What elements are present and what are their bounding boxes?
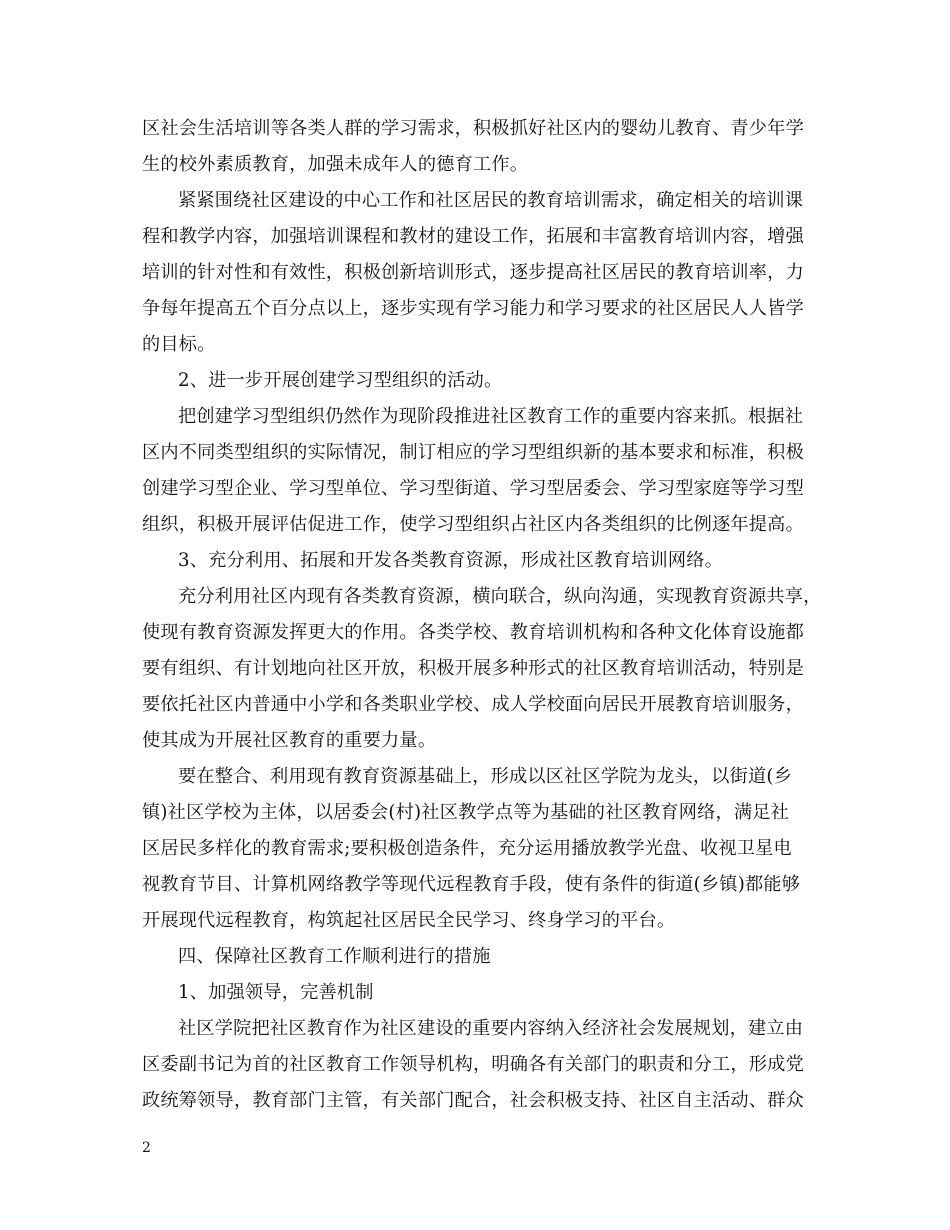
text-line: 视教育节目、计算机网络教学等现代远程教育手段，使有条件的街道(乡镇)都能够 <box>142 874 801 895</box>
text-line: 充分利用社区内现有各类教育资源，横向联合，纵向沟通，实现教育资源共享， <box>178 586 822 607</box>
text-line: 组织，积极开展评估促进工作，使学习型组织占社区内各类组织的比例逐年提高。 <box>142 514 804 535</box>
text-line: 生的校外素质教育，加强未成年人的德育工作。 <box>142 154 529 175</box>
text-line: 区委副书记为首的社区教育工作领导机构，明确各有关部门的职责和分工，形成党 <box>142 1054 804 1075</box>
text-line: 区社会生活培训等各类人群的学习需求，积极抓好社区内的婴幼儿教育、青少年学 <box>142 118 804 139</box>
section-heading: 四、保障社区教育工作顺利进行的措施 <box>178 946 491 967</box>
text-line: 区居民多样化的教育需求;要积极创造条件，充分运用播放教学光盘、收视卫星电 <box>142 838 792 859</box>
page-number: 2 <box>142 1140 151 1156</box>
text-line: 使其成为开展社区教育的重要力量。 <box>142 730 437 751</box>
text-line: 创建学习型企业、学习型单位、学习型街道、学习型居委会、学习型家庭等学习型 <box>142 478 804 499</box>
text-line: 培训的针对性和有效性，积极创新培训形式，逐步提高社区居民的教育培训率，力 <box>142 262 804 283</box>
text-line: 区内不同类型组织的实际情况，制订相应的学习型组织新的基本要求和标准，积极 <box>142 442 804 463</box>
text-line: 争每年提高五个百分点以上，逐步实现有学习能力和学习要求的社区居民人人皆学 <box>142 298 804 319</box>
text-line: 要依托社区内普通中小学和各类职业学校、成人学校面向居民开展教育培训服务， <box>142 694 804 715</box>
text-line: 开展现代远程教育，构筑起社区居民全民学习、终身学习的平台。 <box>142 910 676 931</box>
text-line: 镇)社区学校为主体，以居委会(村)社区教学点等为基础的社区教育网络，满足社 <box>142 802 790 823</box>
text-line: 要在整合、利用现有教育资源基础上，形成以区社区学院为龙头，以街道(乡 <box>178 766 793 787</box>
text-line: 2、进一步开展创建学习型组织的活动。 <box>178 370 503 391</box>
text-line: 紧紧围绕社区建设的中心工作和社区居民的教育培训需求，确定相关的培训课 <box>178 190 804 211</box>
text-line: 要有组织、有计划地向社区开放，积极开展多种形式的社区教育培训活动，特别是 <box>142 658 804 679</box>
text-line: 3、充分利用、拓展和开发各类教育资源，形成社区教育培训网络。 <box>178 550 724 571</box>
text-line: 程和教学内容，加强培训课程和教材的建设工作，拓展和丰富教育培训内容，增强 <box>142 226 804 247</box>
text-line: 使现有教育资源发挥更大的作用。各类学校、教育培训机构和各种文化体育设施都 <box>142 622 804 643</box>
text-line: 把创建学习型组织仍然作为现阶段推进社区教育工作的重要内容来抓。根据社 <box>178 406 804 427</box>
subsection-heading: 1、加强领导，完善机制 <box>178 982 374 1003</box>
text-line: 的目标。 <box>142 334 216 355</box>
text-line: 社区学院把社区教育作为社区建设的重要内容纳入经济社会发展规划，建立由 <box>178 1018 804 1039</box>
text-line: 政统筹领导，教育部门主管，有关部门配合，社会积极支持、社区自主活动、群众 <box>142 1090 804 1111</box>
